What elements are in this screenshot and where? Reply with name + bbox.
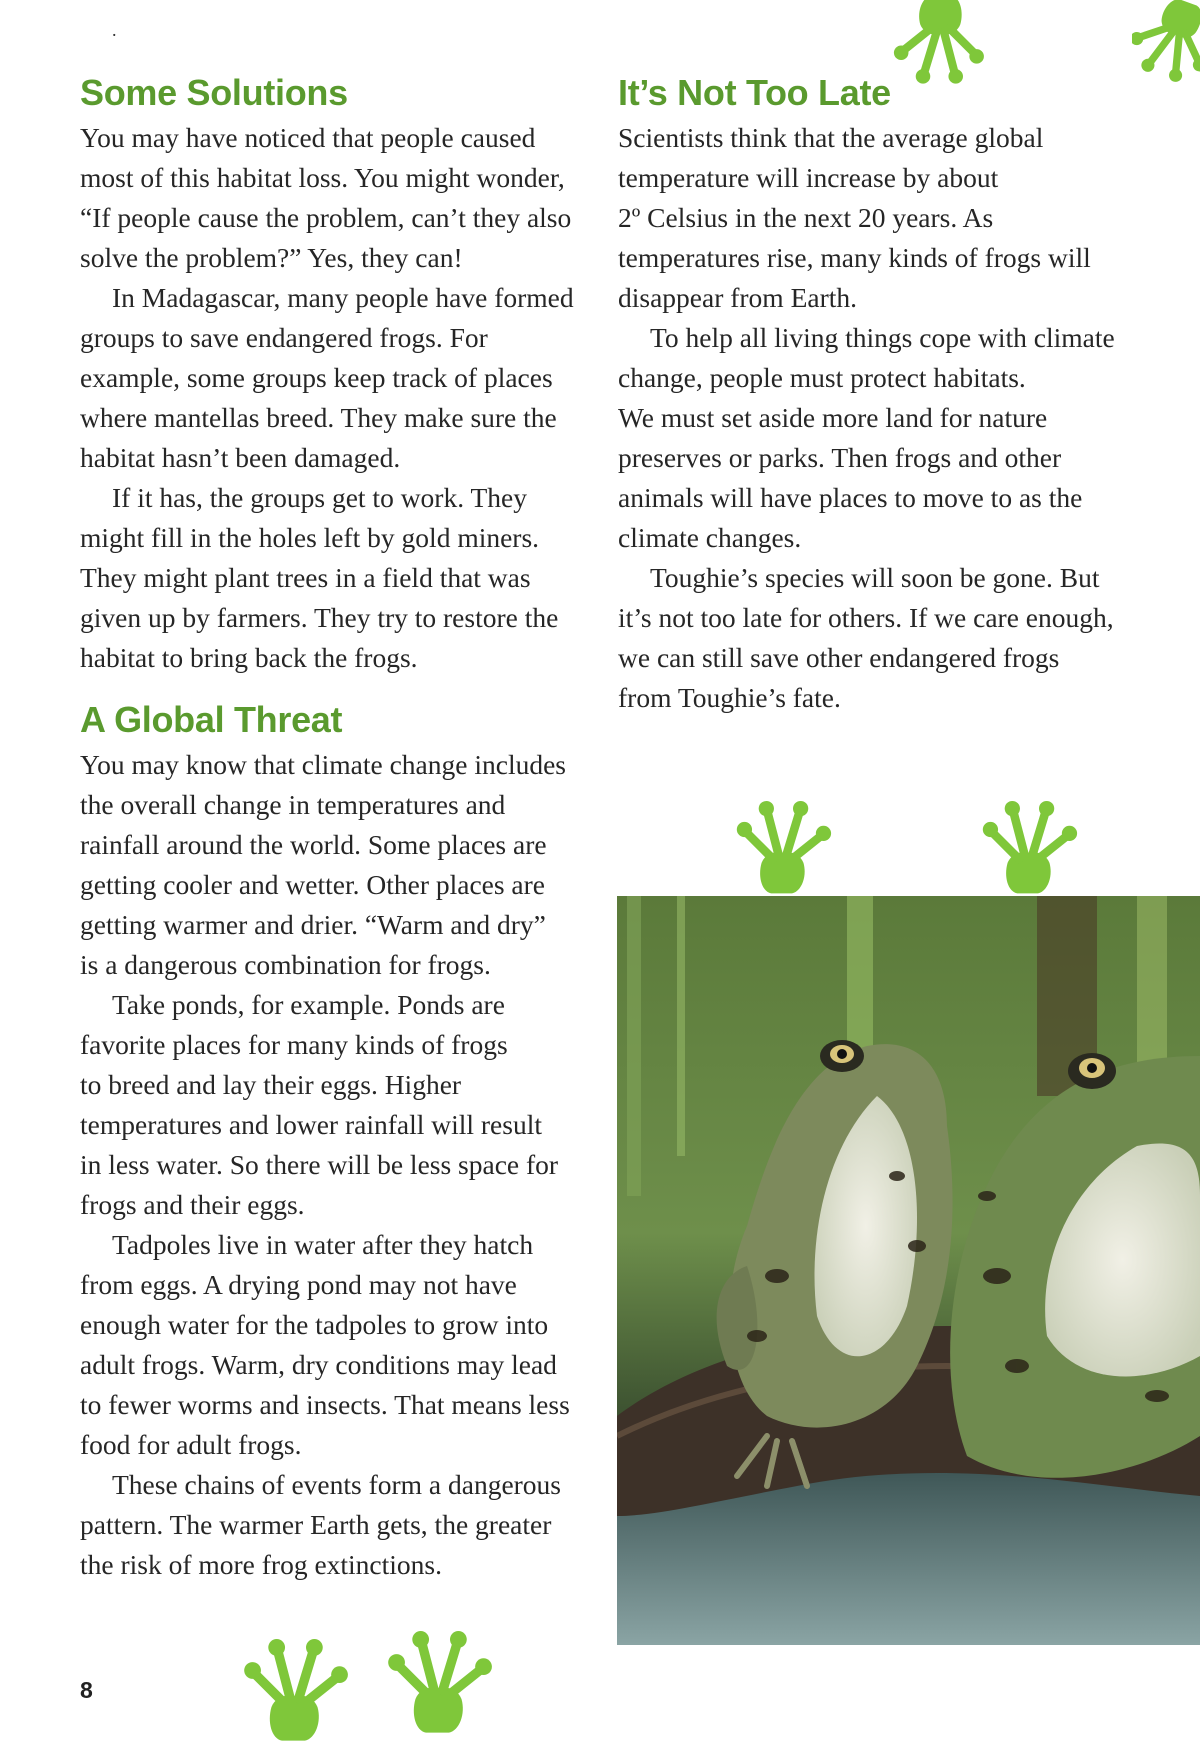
text-line: food for adult frogs. [80,1429,302,1460]
text-line: pattern. The warmer Earth gets, the greater [80,1509,552,1540]
frogs-photo [617,896,1200,1645]
text-line: habitat to bring back the frogs. [80,642,418,673]
text-line: it’s not too late for others. If we care enough, [618,602,1114,633]
text-line: If it has, the groups get to work. They [112,482,527,513]
text-line: to fewer worms and insects. That means less [80,1389,570,1420]
text-line: 2º Celsius in the next 20 years. As [618,202,994,233]
text-line: You may have noticed that people caused [80,122,536,153]
text-line: from eggs. A drying pond may not have [80,1269,517,1300]
text-line: the risk of more frog extinctions. [80,1549,442,1580]
text-line: habitat hasn’t been damaged. [80,442,401,473]
text-line: in less water. So there will be less space for [80,1149,559,1180]
text-line: climate changes. [618,522,802,553]
paragraph-not-too-late [618,118,1158,718]
frog-footprint-icon [384,1630,494,1740]
text-line: most of this habitat loss. You might wonder, [80,162,565,193]
text-line: temperatures and lower rainfall will result [80,1109,542,1140]
text-line: preserves or parks. Then frogs and other [618,442,1062,473]
text-line: To help all living things cope with climate [650,322,1115,353]
text-line: from Toughie’s fate. [618,682,841,713]
text-line: Take ponds, for example. Ponds are [112,989,505,1020]
text-line: Toughie’s species will soon be gone. But [650,562,1100,593]
frog-footprint-icon [1132,0,1200,90]
text-line: solve the problem?” Yes, they can! [80,242,463,273]
text-line: given up by farmers. They try to restore the [80,602,559,633]
text-line: In Madagascar, many people have formed [112,282,574,313]
frog-footprint-icon [240,1638,350,1748]
text-line: getting warmer and drier. “Warm and dry” [80,909,546,940]
text-line: Scientists think that the average global [618,122,1044,153]
text-line: You may know that climate change includes [80,749,566,780]
top-mark: . [112,20,117,40]
text-line: frogs and their eggs. [80,1189,305,1220]
text-line: to breed and lay their eggs. Higher [80,1069,462,1100]
text-line: temperature will increase by about [618,162,999,193]
text-line: “If people cause the problem, can’t they also [80,202,572,233]
text-line: where mantellas breed. They make sure the [80,402,557,433]
text-line: favorite places for many kinds of frogs [80,1029,508,1060]
text-line: groups to save endangered frogs. For [80,322,488,353]
page-number: 8 [80,1677,93,1703]
text-line: These chains of events form a dangerous [112,1469,562,1500]
paragraph-global-threat [80,745,620,1585]
text-line: enough water for the tadpoles to grow into [80,1309,549,1340]
heading-some-solutions: Some Solutions [80,72,348,113]
text-line: adult frogs. Warm, dry conditions may lead [80,1349,557,1380]
text-line: rainfall around the world. Some places are [80,829,547,860]
text-line: getting cooler and wetter. Other places are [80,869,546,900]
frog-footprint-icon [728,800,838,900]
frog-footprint-icon [888,0,998,90]
text-line: is a dangerous combination for frogs. [80,949,491,980]
text-line: Tadpoles live in water after they hatch [112,1229,534,1260]
text-line: we can still save other endangered frogs [618,642,1060,673]
text-line: change, people must protect habitats. [618,362,1026,393]
paragraph-some-solutions [80,118,620,678]
frog-footprint-icon [974,800,1084,900]
text-line: example, some groups keep track of places [80,362,553,393]
text-line: might fill in the holes left by gold miners. [80,522,540,553]
text-line: We must set aside more land for nature [618,402,1048,433]
text-line: disappear from Earth. [618,282,858,313]
text-line: temperatures rise, many kinds of frogs will [618,242,1091,273]
heading-global-threat: A Global Threat [80,699,343,740]
heading-not-too-late: It’s Not Too Late [618,72,891,113]
text-line: the overall change in temperatures and [80,789,506,820]
text-line: animals will have places to move to as the [618,482,1083,513]
text-line: They might plant trees in a field that was [80,562,531,593]
